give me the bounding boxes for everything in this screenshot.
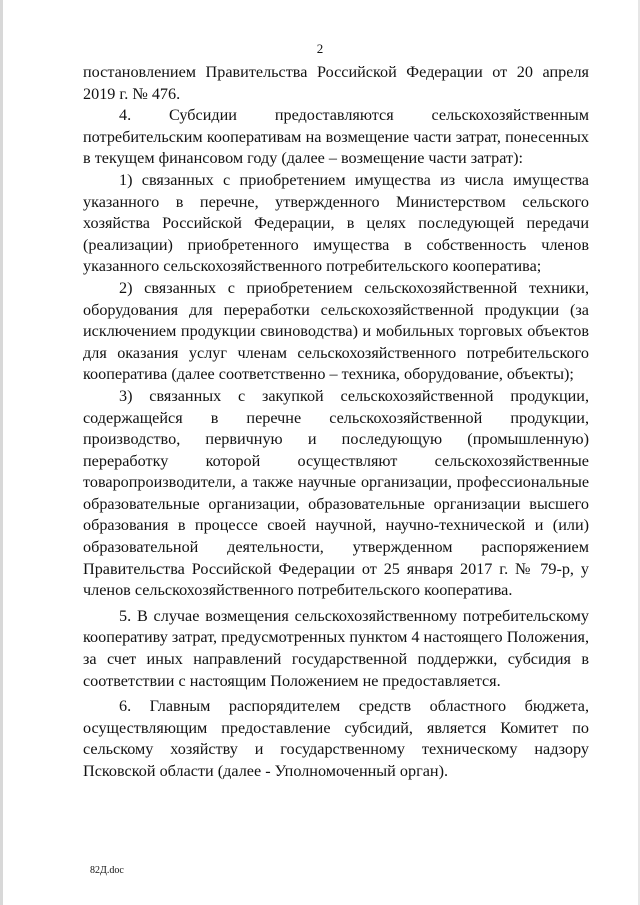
- paragraph-4: 4. Субсидии предоставляются сельскохозяйственным потребительским кооперативам на возмещение части затрат, понесенных в текущем финансовом году (далее – возмещение части затрат):: [83, 106, 589, 168]
- scan-edge-left: [0, 0, 3, 905]
- paragraph-continuation: постановлением Правительства Российской Федерации от 20 апреля 2019 г. № 476.: [83, 63, 589, 103]
- paragraph-4-item-1: 1) связанных с приобретением имущества из числа имущества указанного в перечне, утвержденного Министерством сельского хозяйства Российской Федерации, в целях последующей передачи (реализации) приобретенного имущества в собственность членов указанного сельскохозяйственного потребительского кооператива;: [83, 170, 589, 276]
- paragraph-6: 6. Главным распорядителем средств областного бюджета, осуществляющим предоставление субсидий, является Комитет по сельскому хозяйству и государственному техническому надзору Псковской области (далее - Уполномоченный орган).: [83, 697, 589, 780]
- paragraph-4-item-3: 3) связанных с закупкой сельскохозяйственной продукции, содержащейся в перечне сельскохозяйственной продукции, производство, первичную и последующую (промышленную) переработку которой осуществляют сельскохозяйственные товаропроизводители, а также научные организации, профессиональные образовательные организации, образовательные организации высшего образования в процессе своей научной, научно-технической и (или) образовательной деятельности, утвержденном распоряжением Правительства Российской Федерации от 25 января 2017 г. № 79-р, у членов сельскохозяйственного потребительского кооператива.: [83, 386, 589, 600]
- paragraph-4-item-2: 2) связанных с приобретением сельскохозяйственной техники, оборудования для переработки сельскохозяйственной продукции (за исключением продукции свиноводства) и мобильных торговых объектов для оказания услуг членам сельскохозяйственного потребительского кооператива (далее соответственно – техника, оборудование, объекты);: [83, 278, 589, 384]
- document-body: [83, 62, 589, 783]
- paragraph-5: 5. В случае возмещения сельскохозяйственному потребительскому кооперативу затрат, предусмотренных пунктом 4 настоящего Положения, за счет иных направлений государственной поддержки, субсидия в соответствии с настоящим Положением не предоставляется.: [83, 606, 590, 690]
- footer-filename: 82Д.doc: [90, 865, 124, 876]
- page-number: 2: [316, 41, 324, 56]
